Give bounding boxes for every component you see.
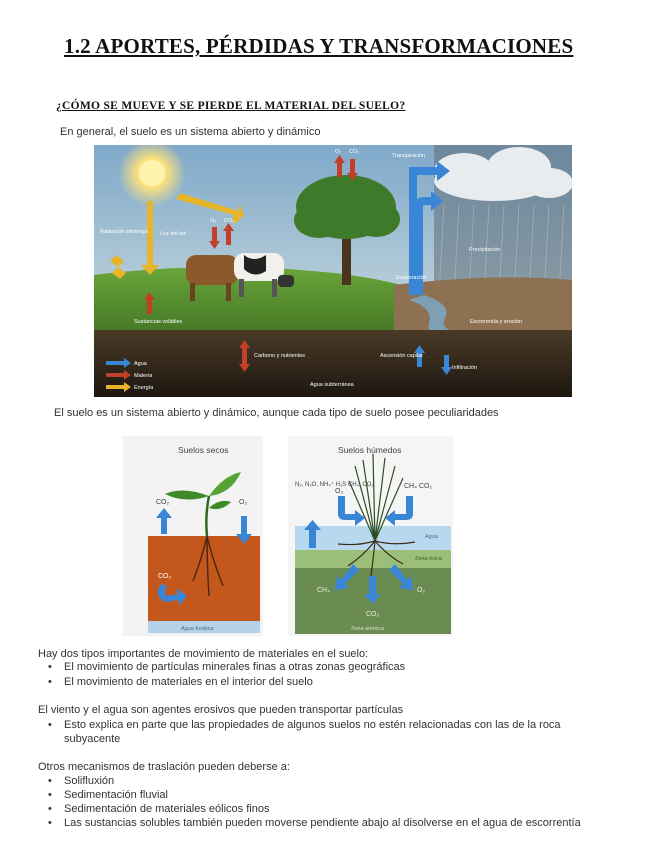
wet-label-ch4: CH₄ [317,587,330,594]
label-o2-top: O₂ [335,149,342,155]
intro-text: En general, el suelo es un sistema abierto y dinámico [60,126,321,138]
dry-wet-soils-diagram [123,436,453,636]
label-co2-mid: CO₂ [224,218,235,224]
list-item: • Sedimentación de materiales eólicos finos [48,803,270,815]
section2-heading: El viento y el agua son agentes erosivos que pueden transportar partículas [38,704,404,716]
label-agua-subterranea: Agua subterránea [310,382,354,388]
list-item: • El movimiento de partículas minerales finas a otras zonas geográficas [48,661,406,673]
label-precipitacion: Precipitación [469,247,501,253]
wet-label-o2: O₂ [335,488,344,495]
label-carbono: Carbono y nutrientes [254,353,306,359]
section3-heading: Otros mecanismos de traslación pueden deberse a: [38,761,290,773]
soil-system-illustration [94,145,572,397]
label-infiltracion: Infiltración [452,365,478,371]
page-title: 1.2 APORTES, PÉRDIDAS Y TRANSFORMACIONES [64,34,574,58]
dry-label-co2: CO₂ [156,499,170,506]
label-o2-mid: O₂ [210,218,217,224]
dry-label-water-table: Agua freática [181,626,214,632]
wet-label-zona-anoxica: Zona anóxica [351,626,385,632]
wet-label-zona-oxica: Zona óxica [415,556,442,562]
list-item: • Las sustancias solubles también pueden moverse pendiente abajo al disolverse en el agua de escorrentía [48,817,581,829]
dry-label-co2-soil: CO₂ [158,573,172,580]
legend-materia: Materia [134,373,153,379]
label-luz: Luz del sol [160,231,187,237]
label-evaporacion: Evaporación [396,275,427,281]
label-ascension: Ascensión capilar [380,353,424,359]
label-co2-top: CO₂ [349,149,360,155]
list-item: • Sedimentación fluvial [48,789,168,801]
wet-soils-title: Suelos húmedos [338,445,402,455]
list-item: • El movimiento de materiales en el interior del suelo [48,676,313,688]
label-radiacion: Radiación infrarroja [100,229,148,235]
wet-label-gases: N₂, N₂O, NH₄⁺ H₂S CH₄, CO₂ [295,482,374,488]
diagram-caption: El suelo es un sistema abierto y dinámico, aunque cada tipo de suelo posee peculiaridades [54,407,499,419]
list-item: • Esto explica en parte que las propiedades de algunos suelos no estén relacionadas con las de la roca subyacente [48,719,561,745]
wet-label-o2-low: O₂ [417,587,426,594]
section-subtitle: ¿CÓMO SE MUEVE Y SE PIERDE EL MATERIAL DEL SUELO? [56,100,406,112]
label-escorrentia: Escorrentía y erosión [470,319,522,325]
section1-heading: Hay dos tipos importantes de movimiento de materiales en el suelo: [38,648,369,660]
dry-label-o2: O₂ [239,499,248,506]
list-item: • Solifluxión [48,775,115,787]
label-sustancias: Sustancias volátiles [134,319,183,325]
wet-label-co2: CO₂ [366,611,380,618]
label-transpiracion: Transpiración [392,153,426,159]
legend-agua: Agua [134,361,147,367]
wet-label-agua: Agua [425,534,438,540]
legend-energia: Energía [134,385,154,391]
dry-soils-title: Suelos secos [178,445,229,455]
legend-swatches [106,358,131,392]
wet-label-ch4-co2: CH₄ CO₂ [404,483,433,490]
